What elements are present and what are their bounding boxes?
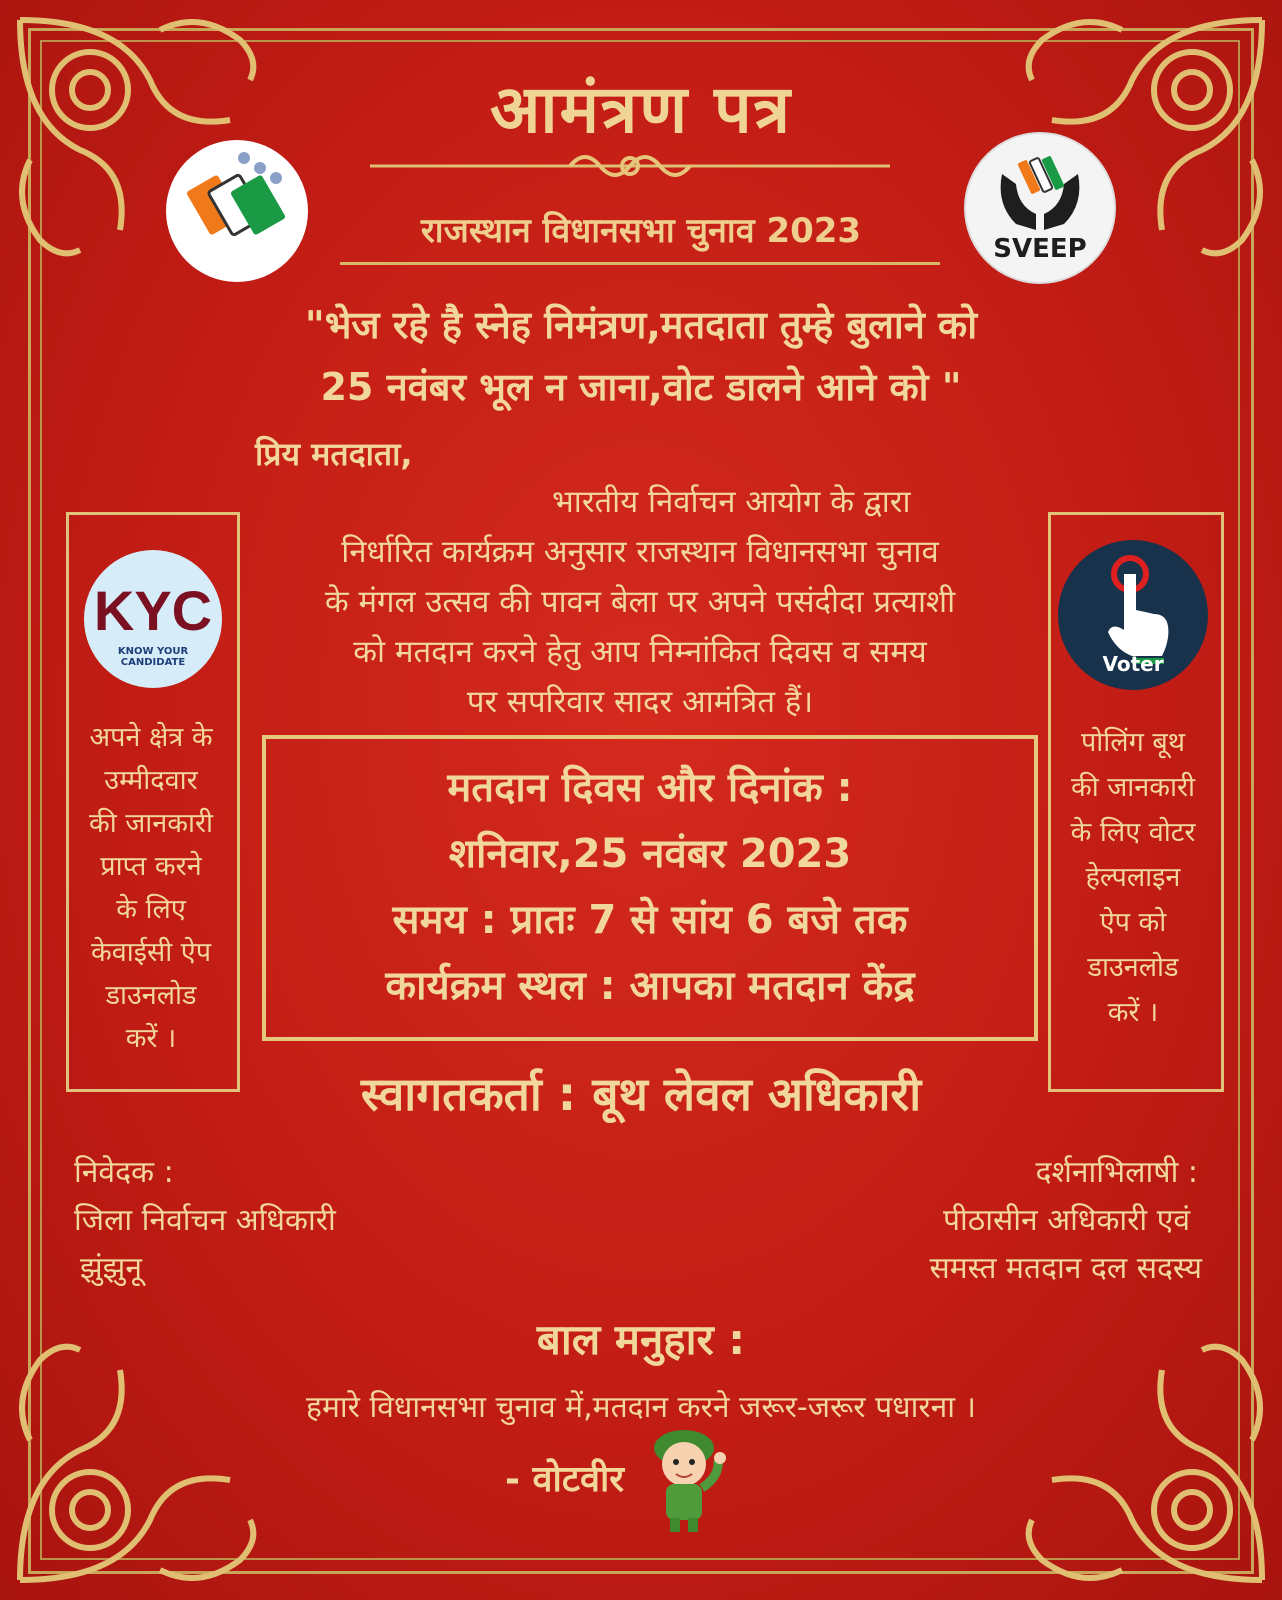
kyc-logo	[84, 550, 222, 688]
quote-line-2: 25 नवंबर भूल न जाना,वोट डालने आने को "	[320, 365, 962, 409]
visitor-label: दर्शनाभिलाषी :	[1035, 1155, 1198, 1190]
voter-helpline-logo	[1058, 540, 1208, 690]
kyc-panel-text	[70, 716, 232, 1060]
voter-panel-text	[1050, 720, 1216, 1035]
visitor-line-2: समस्त मतदान दल सदस्य	[929, 1251, 1202, 1286]
voter-text-line: करें ।	[1107, 997, 1159, 1028]
kyc-text-line: करें ।	[125, 1023, 177, 1054]
kyc-text-line: के लिए	[116, 894, 186, 925]
body-line: भारतीय निर्वाचन आयोग के द्वारा	[552, 484, 911, 520]
kyc-text-line: केवाईसी ऐप	[90, 937, 212, 968]
bal-manuhar-title: बाल मनुहार :	[536, 1315, 746, 1364]
eci-ballot-icon	[166, 140, 308, 282]
voting-time: समय : प्रातः 7 से सांय 6 बजे तक	[392, 897, 908, 943]
sveep-hands-icon	[966, 134, 1114, 244]
kyc-text-line: प्राप्त करने	[100, 851, 202, 882]
voting-date: शनिवार,25 नवंबर 2023	[448, 831, 852, 877]
voter-logo-text: Voter	[1102, 652, 1164, 676]
signoff: - वोटवीर	[505, 1459, 625, 1500]
kyc-text-line: की जानकारी	[88, 808, 214, 839]
subtitle-underline	[340, 262, 940, 265]
page-title: आमंत्रण पत्र	[490, 71, 792, 148]
voter-text-line: हेल्पलाइन	[1085, 862, 1181, 893]
welcome-line: स्वागतकर्ता : बूथ लेवल अधिकारी	[360, 1067, 922, 1121]
voter-text-line: ऐप को	[1099, 907, 1167, 938]
kyc-text-line: उम्मीदवार	[104, 765, 198, 796]
kyc-text-line: डाउनलोड	[105, 980, 197, 1011]
sveep-logo	[964, 132, 1116, 284]
voting-day-label: मतदान दिवस और दिनांक :	[447, 765, 853, 811]
voter-text-line: के लिए वोटर	[1070, 817, 1196, 848]
kyc-logo-text: KYC	[93, 579, 213, 642]
salutation: प्रिय मतदाता,	[255, 435, 413, 473]
body-line: पर सपरिवार सादर आमंत्रित हैं।	[466, 684, 814, 720]
quote-line-1: "भेज रहे है स्नेह निमंत्रण,मतदाता तुम्हे बुलाने को	[304, 303, 978, 347]
kyc-text-line: अपने क्षेत्र के	[89, 722, 213, 753]
votevir-mascot-icon	[634, 1424, 744, 1536]
election-subtitle: राजस्थान विधानसभा चुनाव 2023	[420, 211, 862, 251]
body-line: को मतदान करने हेतु आप निम्नांकित दिवस व समय	[353, 634, 927, 670]
title-divider-ornament	[370, 148, 890, 188]
kyc-logo-caption: KNOW YOUR CANDIDATE	[117, 646, 189, 668]
requester-name: जिला निर्वाचन अधिकारी	[74, 1203, 336, 1238]
voter-text-line: की जानकारी	[1070, 772, 1196, 803]
requester-place: झुंझुनू	[80, 1251, 143, 1286]
visitor-line-1: पीठासीन अधिकारी एवं	[942, 1203, 1190, 1238]
body-line: के मंगल उत्सव की पावन बेला पर अपने पसंदीदा प्रत्याशी	[324, 584, 956, 620]
requester-label: निवेदक :	[74, 1155, 174, 1190]
body-line: निर्धारित कार्यक्रम अनुसार राजस्थान विधानसभा चुनाव	[341, 534, 939, 570]
voter-text-line: डाउनलोड	[1087, 952, 1179, 983]
sveep-logo-text: SVEEP	[993, 234, 1087, 264]
voting-venue: कार्यक्रम स्थल : आपका मतदान केंद्र	[385, 963, 915, 1009]
voter-text-line: पोलिंग बूथ	[1080, 727, 1186, 758]
bal-manuhar-text: हमारे विधानसभा चुनाव में,मतदान करने जरूर-जरूर पधारना ।	[306, 1390, 976, 1425]
eci-logo	[166, 140, 308, 282]
